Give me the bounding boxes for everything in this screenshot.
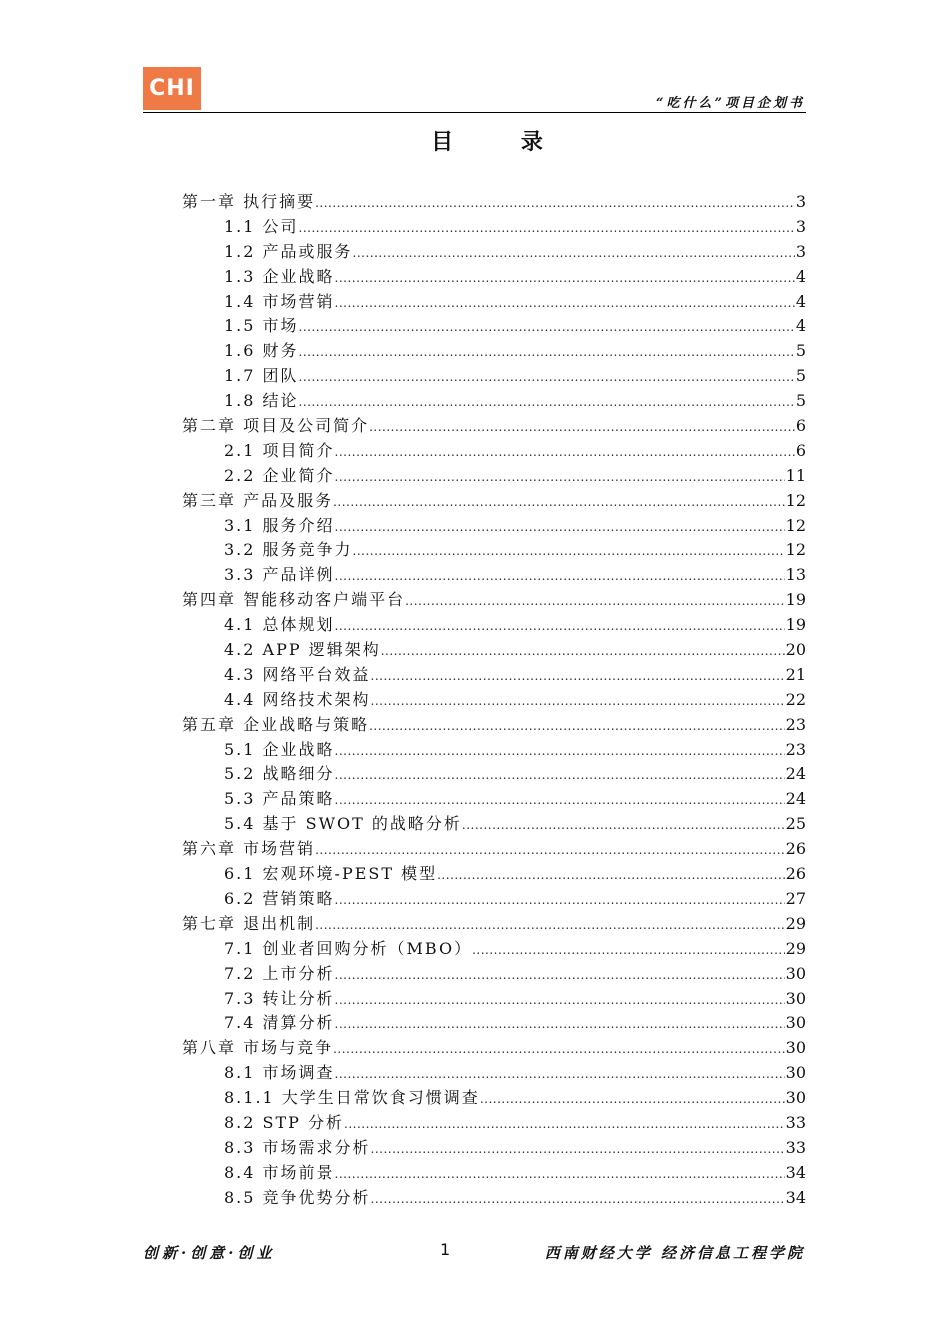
toc-entry-label: 第八章 市场与竞争 — [182, 1038, 334, 1058]
page-title: 目 录 — [431, 130, 573, 155]
toc-leader-dots — [344, 1111, 785, 1137]
toc-entry-label: 6.1 宏观环境-PEST 模型 — [224, 864, 438, 884]
toc-entry-page: 19 — [785, 590, 806, 610]
toc-chapter-entry[interactable] — [182, 837, 806, 862]
toc-entry-page: 24 — [785, 789, 806, 809]
toc-section-entry[interactable] — [182, 987, 806, 1012]
toc-section-entry[interactable] — [182, 1111, 806, 1136]
toc-section-entry[interactable] — [182, 215, 806, 240]
toc-entry-page: 30 — [785, 963, 806, 983]
toc-entry-label: 2.1 项目简介 — [224, 440, 335, 460]
toc-leader-dots — [333, 1036, 785, 1062]
toc-section-entry[interactable] — [182, 787, 806, 812]
toc-entry-page: 22 — [785, 689, 806, 709]
toc-leader-dots — [371, 1136, 785, 1162]
toc-entry-page: 3 — [795, 241, 806, 261]
toc-section-entry[interactable] — [182, 962, 806, 987]
chi-logo — [143, 67, 201, 110]
toc-entry-label: 第三章 产品及服务 — [182, 490, 334, 510]
toc-entry-page: 30 — [785, 988, 806, 1008]
toc-entry-page: 33 — [785, 1112, 806, 1132]
footer-slogan: 创新·创意·创业 — [143, 1244, 276, 1262]
toc-entry-label: 4.2 APP 逻辑架构 — [224, 640, 381, 660]
toc-leader-dots — [315, 912, 785, 938]
footer-institution: 西南财经大学 经济信息工程学院 — [544, 1244, 805, 1262]
toc-entry-label: 第五章 企业战略与策略 — [182, 714, 370, 734]
toc-leader-dots — [335, 787, 785, 813]
document-title: “吃什么”项目企划书 — [656, 96, 805, 111]
toc-section-entry[interactable] — [182, 738, 806, 763]
toc-section-entry[interactable] — [182, 265, 806, 290]
toc-section-entry[interactable] — [182, 1136, 806, 1161]
toc-entry-label: 8.1.1 大学生日常饮食习惯调查 — [224, 1088, 480, 1108]
toc-section-entry[interactable] — [182, 240, 806, 265]
toc-entry-page: 6 — [795, 416, 806, 436]
toc-entry-label: 1.7 团队 — [224, 366, 299, 386]
table-of-contents — [182, 190, 806, 1211]
toc-chapter-entry[interactable] — [182, 489, 806, 514]
toc-leader-dots — [335, 514, 785, 540]
toc-entry-page: 13 — [785, 565, 806, 585]
toc-leader-dots — [299, 389, 795, 415]
toc-section-entry[interactable] — [182, 290, 806, 315]
toc-section-entry[interactable] — [182, 538, 806, 563]
toc-chapter-entry[interactable] — [182, 588, 806, 613]
toc-chapter-entry[interactable] — [182, 713, 806, 738]
toc-entry-page: 23 — [785, 714, 806, 734]
toc-entry-page: 24 — [785, 764, 806, 784]
toc-entry-page: 29 — [785, 913, 806, 933]
toc-entry-page: 11 — [785, 465, 806, 485]
toc-section-entry[interactable] — [182, 613, 806, 638]
toc-entry-label: 2.2 企业简介 — [224, 465, 335, 485]
toc-leader-dots — [437, 862, 785, 888]
toc-leader-dots — [405, 588, 785, 614]
toc-leader-dots — [371, 1186, 785, 1212]
toc-section-entry[interactable] — [182, 887, 806, 912]
toc-section-entry[interactable] — [182, 1061, 806, 1086]
toc-entry-page: 12 — [785, 540, 806, 560]
toc-section-entry[interactable] — [182, 1161, 806, 1186]
toc-leader-dots — [299, 215, 795, 241]
toc-entry-label: 7.2 上市分析 — [224, 963, 335, 983]
toc-section-entry[interactable] — [182, 638, 806, 663]
toc-leader-dots — [299, 364, 795, 390]
toc-entry-page: 30 — [785, 1088, 806, 1108]
toc-entry-page: 4 — [795, 291, 806, 311]
toc-section-entry[interactable] — [182, 314, 806, 339]
toc-leader-dots — [335, 1061, 785, 1087]
toc-entry-page: 4 — [795, 316, 806, 336]
toc-section-entry[interactable] — [182, 339, 806, 364]
toc-leader-dots — [335, 987, 785, 1013]
toc-leader-dots — [353, 538, 785, 564]
header-divider — [143, 112, 806, 113]
toc-section-entry[interactable] — [182, 862, 806, 887]
toc-entry-page: 30 — [785, 1038, 806, 1058]
toc-leader-dots — [335, 887, 785, 913]
toc-leader-dots — [462, 812, 785, 838]
toc-section-entry[interactable] — [182, 812, 806, 837]
toc-section-entry[interactable] — [182, 464, 806, 489]
toc-entry-label: 第六章 市场营销 — [182, 839, 316, 859]
toc-entry-label: 第四章 智能移动客户端平台 — [182, 590, 406, 610]
toc-section-entry[interactable] — [182, 1011, 806, 1036]
toc-entry-page: 19 — [785, 615, 806, 635]
toc-entry-page: 30 — [785, 1063, 806, 1083]
toc-entry-label: 6.2 营销策略 — [224, 888, 335, 908]
toc-entry-page: 12 — [785, 490, 806, 510]
toc-leader-dots — [480, 1086, 785, 1112]
toc-entry-page: 4 — [795, 266, 806, 286]
toc-entry-label: 1.1 公司 — [224, 216, 299, 236]
toc-leader-dots — [472, 937, 785, 963]
toc-entry-label: 8.4 市场前景 — [224, 1162, 335, 1182]
toc-leader-dots — [381, 638, 785, 664]
toc-leader-dots — [333, 489, 785, 515]
toc-entry-label: 3.2 服务竞争力 — [224, 540, 353, 560]
toc-entry-label: 4.1 总体规划 — [224, 615, 335, 635]
toc-entry-page: 34 — [785, 1162, 806, 1182]
toc-entry-label: 第二章 项目及公司简介 — [182, 416, 370, 436]
toc-chapter-entry[interactable] — [182, 912, 806, 937]
toc-entry-page: 26 — [785, 864, 806, 884]
toc-entry-label: 第七章 退出机制 — [182, 913, 316, 933]
toc-entry-page: 5 — [795, 366, 806, 386]
toc-section-entry[interactable] — [182, 439, 806, 464]
toc-leader-dots — [369, 414, 795, 440]
toc-entry-label: 5.3 产品策略 — [224, 789, 335, 809]
toc-chapter-entry[interactable] — [182, 1036, 806, 1061]
toc-entry-label: 7.3 转让分析 — [224, 988, 335, 1008]
toc-section-entry[interactable] — [182, 663, 806, 688]
toc-section-entry[interactable] — [182, 514, 806, 539]
toc-entry-page: 23 — [785, 739, 806, 759]
toc-entry-page: 21 — [785, 664, 806, 684]
toc-section-entry[interactable] — [182, 563, 806, 588]
toc-leader-dots — [299, 314, 795, 340]
toc-entry-label: 8.2 STP 分析 — [224, 1112, 345, 1132]
toc-entry-label: 8.3 市场需求分析 — [224, 1137, 371, 1157]
toc-leader-dots — [315, 837, 785, 863]
toc-leader-dots — [335, 290, 795, 316]
toc-entry-label: 4.3 网络平台效益 — [224, 664, 371, 684]
toc-entry-page: 6 — [795, 440, 806, 460]
toc-entry-label: 1.2 产品或服务 — [224, 241, 353, 261]
toc-section-entry[interactable] — [182, 937, 806, 962]
toc-entry-label: 1.3 企业战略 — [224, 266, 335, 286]
toc-leader-dots — [315, 190, 795, 216]
toc-entry-label: 3.3 产品详例 — [224, 565, 335, 585]
toc-entry-page: 20 — [785, 640, 806, 660]
toc-leader-dots — [335, 563, 785, 589]
toc-section-entry[interactable] — [182, 688, 806, 713]
toc-leader-dots — [371, 688, 785, 714]
toc-entry-page: 12 — [785, 515, 806, 535]
toc-section-entry[interactable] — [182, 1086, 806, 1111]
toc-leader-dots — [335, 439, 795, 465]
toc-entry-label: 8.1 市场调查 — [224, 1063, 335, 1083]
toc-entry-page: 3 — [795, 192, 806, 211]
toc-entry-page: 5 — [795, 391, 806, 411]
toc-entry-label: 1.4 市场营销 — [224, 291, 335, 311]
toc-leader-dots — [299, 339, 795, 365]
toc-entry-page: 5 — [795, 341, 806, 361]
toc-section-entry[interactable] — [182, 364, 806, 389]
toc-entry-label: 5.1 企业战略 — [224, 739, 335, 759]
toc-entry-label: 7.4 清算分析 — [224, 1013, 335, 1033]
toc-entry-label: 1.5 市场 — [224, 316, 299, 336]
toc-leader-dots — [335, 1161, 785, 1187]
toc-section-entry[interactable] — [182, 1186, 806, 1211]
toc-leader-dots — [353, 240, 795, 266]
toc-entry-page: 30 — [785, 1013, 806, 1033]
toc-entry-label: 第一章 执行摘要 — [182, 192, 316, 211]
toc-leader-dots — [371, 663, 785, 689]
toc-entry-label: 8.5 竞争优势分析 — [224, 1187, 371, 1207]
toc-entry-page: 33 — [785, 1137, 806, 1157]
toc-leader-dots — [335, 265, 795, 291]
toc-leader-dots — [335, 613, 785, 639]
toc-entry-label: 1.6 财务 — [224, 341, 299, 361]
toc-entry-label: 3.1 服务介绍 — [224, 515, 335, 535]
toc-entry-page: 34 — [785, 1187, 806, 1207]
toc-leader-dots — [369, 713, 785, 739]
toc-entry-page: 29 — [785, 938, 806, 958]
toc-entry-label: 7.1 创业者回购分析（MBO） — [224, 938, 473, 958]
page-number: 1 — [440, 1240, 451, 1259]
toc-chapter-entry[interactable] — [182, 190, 806, 215]
toc-leader-dots — [335, 762, 785, 788]
toc-leader-dots — [335, 962, 785, 988]
logo-text: CHI — [149, 76, 195, 101]
toc-entry-label: 4.4 网络技术架构 — [224, 689, 371, 709]
toc-section-entry[interactable] — [182, 762, 806, 787]
toc-chapter-entry[interactable] — [182, 414, 806, 439]
toc-entry-label: 5.2 战略细分 — [224, 764, 335, 784]
toc-entry-page: 25 — [785, 814, 806, 834]
toc-leader-dots — [335, 1011, 785, 1037]
toc-entry-label: 5.4 基于 SWOT 的战略分析 — [224, 814, 462, 834]
toc-leader-dots — [335, 738, 785, 764]
toc-section-entry[interactable] — [182, 389, 806, 414]
toc-entry-label: 1.8 结论 — [224, 391, 299, 411]
toc-entry-page: 27 — [785, 888, 806, 908]
toc-entry-page: 3 — [795, 216, 806, 236]
toc-leader-dots — [335, 464, 785, 490]
toc-entry-page: 26 — [785, 839, 806, 859]
